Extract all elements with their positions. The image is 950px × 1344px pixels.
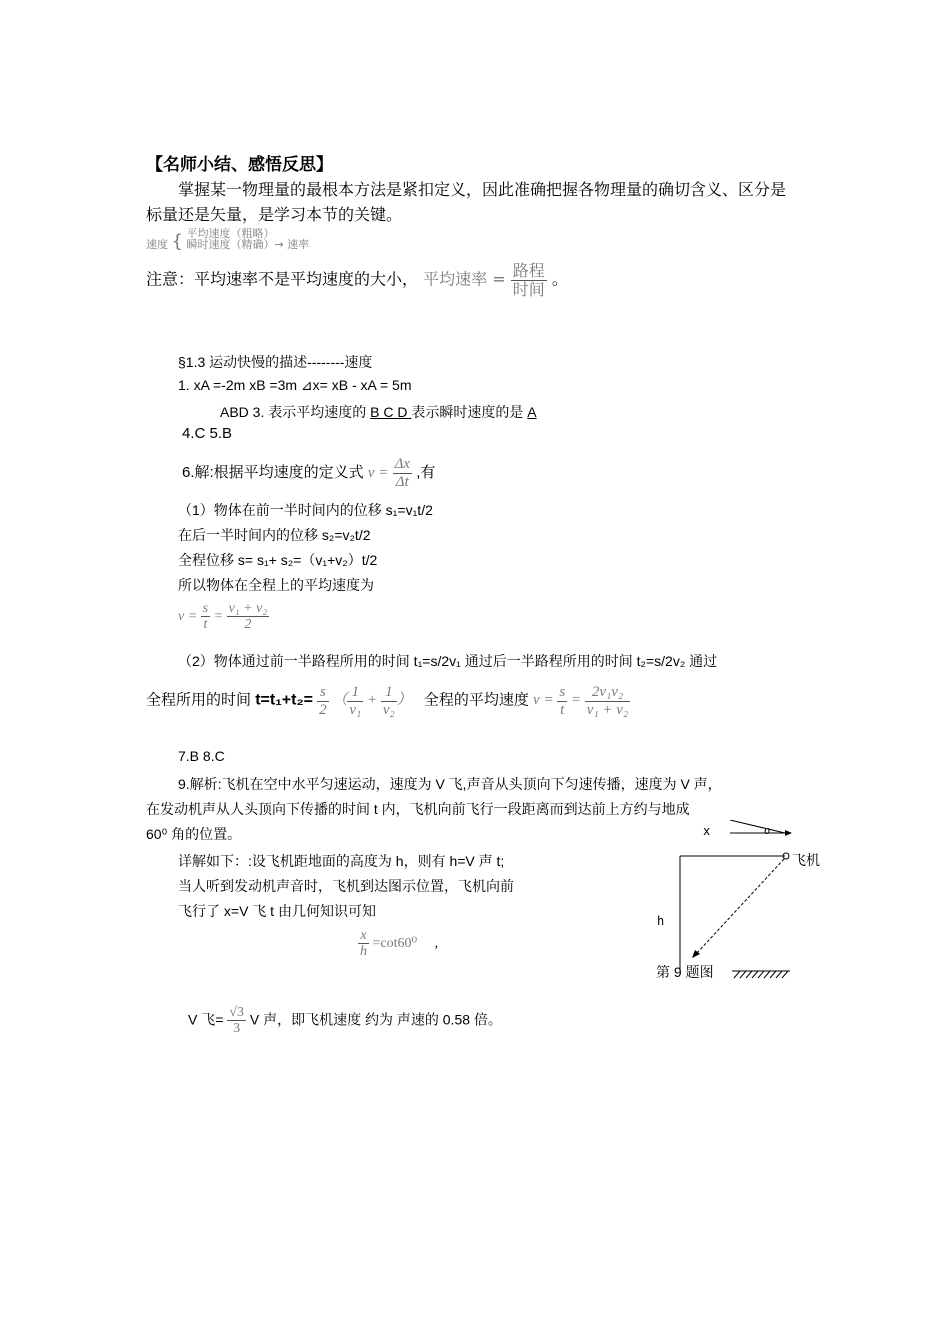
q6-part1-line1: （1）物体在前一半时间内的位移 s₁=v₁t/2 — [178, 502, 433, 518]
ground-hatch — [734, 971, 788, 978]
speed-instant-item: 瞬时速度（精确）→ 速率 — [186, 238, 310, 251]
brace-icon: { — [171, 231, 183, 252]
q6-part1-line3: 全程位移 s= s₁+ s₂=（v₁+v₂）t/2 — [178, 552, 378, 568]
summary-paragraph-line2: 标量还是矢量，是学习本节的关键。 — [146, 205, 403, 224]
note-line — [146, 262, 568, 298]
note-formula-fraction — [511, 262, 547, 298]
q9-line4: 详解如下：:设飞机距地面的高度为 h，则有 h=V 声 t; — [178, 853, 505, 869]
note-prefix: 注意：平均速率不是平均速度的大小， — [146, 269, 419, 289]
answer-q1: 1. xA =-2m xB =3m ⊿x= xB - xA = 5m — [178, 377, 412, 393]
q6-part2-line2 — [146, 684, 630, 718]
note-formula-den: 时间 — [512, 279, 545, 299]
summary-paragraph-line1: 掌握某一物理量的最根本方法是紧扣定义，因此准确把握各物理量的确切含义、区分是 — [178, 180, 787, 199]
q6-total-time-expr: t=t₁+t₂= — [255, 691, 313, 709]
note-end: 。 — [551, 269, 568, 289]
q9-cot-value: =cot60⁰ — [372, 936, 418, 952]
q6-part1-line4: 所以物体在全程上的平均速度为 — [178, 577, 374, 593]
q6-average-label: 全程的平均速度 — [423, 691, 529, 709]
q9-cot-formula: $\frac{x}{h}$ =cot60⁰ , — [360, 928, 439, 960]
q6-total-time-formula: $\frac{s}{2}$ （ $\frac{1}{\text{v₁}}$ + $\frac{1}{\text{v₂}}$ ） — [319, 684, 416, 718]
note-formula-lhs: 平均速率 = — [423, 269, 506, 289]
answer-instant-speed: A — [527, 404, 537, 420]
q9-line6: 飞行了 x=V 飞 t 由几何知识可知 — [178, 903, 376, 919]
q6-intro-end: ,有 — [416, 463, 436, 481]
q9-comma: , — [434, 936, 439, 952]
speed-label: 速度 — [146, 238, 168, 251]
summary-heading: 【名师小结、感悟反思】 — [146, 155, 333, 175]
fig-caption: 第 9 题图 — [656, 964, 714, 980]
q9-line3: 60⁰ 角的位置。 — [146, 826, 242, 842]
v-bar-symbol: v = — [367, 464, 389, 481]
section-title: §1.3 运动快慢的描述--------速度 — [178, 354, 373, 370]
answer-q4-q5: 4.C 5.B — [182, 425, 233, 442]
answer-q2-prefix: ABD 3. 表示平均速度的 — [220, 404, 367, 420]
answer-q7-q8: 7.B 8.C — [178, 748, 225, 764]
q6-part2-line1: （2）物体通过前一半路程所用的时间 t₁=s/2v₁ 通过后一半路程所用的时间 t₂=s/2v₂ 通过 — [178, 653, 718, 669]
q9-line2: 在发动机声从人头顶向下传播的时间 t 内，飞机向前飞行一段距离而到达前上方约与地成 — [146, 801, 690, 817]
sound-path-line — [696, 859, 784, 954]
speed-average-item: 平均速度（粗略） — [186, 227, 275, 240]
q6-average-formula-1: v = $\frac{s}{t}$ = $\frac{\text{v₁ + v₂}}{2}$ — [178, 601, 268, 633]
answer-q3-mid: 表示瞬时速度的是 — [411, 404, 524, 420]
answer-average-speed: B C D — [370, 404, 412, 420]
q9-final-line — [188, 1005, 502, 1037]
speed-classification — [146, 228, 309, 250]
fig-label-h: h — [657, 914, 665, 928]
fig-label-x: x — [703, 824, 711, 838]
velocity-arrow-line — [730, 820, 785, 833]
q6-total-time-label: 全程所用的时间 — [146, 691, 252, 709]
q9-sqrt-fraction: $\frac{√3}{3}$ — [229, 1005, 244, 1037]
answer-q6-intro — [182, 456, 435, 490]
q9-final-prefix: V 飞= — [188, 1011, 224, 1028]
answer-q2-q3 — [220, 402, 537, 422]
q6-definition-fraction: $\frac{\Delta x}{\Delta t}$ — [394, 456, 411, 490]
q6-average-formula-2: v = $\frac{s}{t}$ = $\frac{\text{2v₁v₂}}{\text{v₁ + v₂}}$ — [533, 684, 629, 718]
fig-label-v: υ — [764, 822, 770, 837]
fig-label-plane: 飞机 — [792, 853, 820, 869]
q9-final-suffix: V 声，即飞机速度 约为 声速的 0.58 倍。 — [249, 1011, 502, 1028]
velocity-arrow-head-icon — [785, 830, 792, 836]
q9-line5: 当人听到发动机声音时，飞机到达图示位置，飞机向前 — [178, 878, 514, 894]
q6-part1-line2: 在后一半时间内的位移 s₂=v₂t/2 — [178, 527, 371, 543]
note-formula-num: 路程 — [512, 261, 545, 280]
q6-intro-text: 6.解:根据平均速度的定义式 — [182, 463, 364, 481]
q9-line1: 9.解析:飞机在空中水平匀速运动，速度为 V 飞,声音从头顶向下匀速传播，速度为 V 声， — [178, 776, 722, 792]
